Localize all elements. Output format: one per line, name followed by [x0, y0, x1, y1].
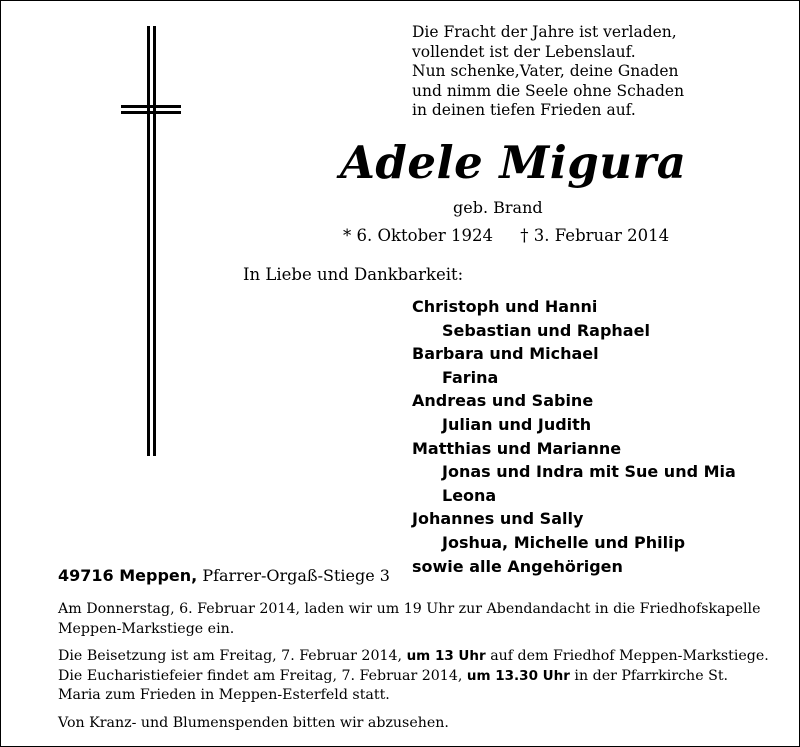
family-member: Christoph und Hanni	[412, 297, 598, 316]
address-city: 49716 Meppen,	[58, 566, 198, 585]
family-member: Johannes und Sally	[412, 509, 584, 529]
family-member: sowie alle Angehörigen	[412, 556, 623, 576]
family-member: Julian und Judith	[442, 414, 592, 434]
service-info	[58, 600, 773, 741]
cross-icon	[121, 26, 181, 456]
poem-line: Die Fracht der Jahre ist verladen,	[412, 23, 677, 41]
cross-horizontal-top	[121, 105, 181, 108]
maiden-name: geb. Brand	[453, 198, 543, 217]
family-member: Farina	[442, 367, 499, 387]
poem-line: vollendet ist der Lebenslauf.	[412, 42, 636, 61]
family-member: Leona	[442, 485, 497, 505]
funeral-time: um 13 Uhr	[406, 648, 486, 664]
address	[58, 566, 390, 585]
life-dates	[343, 226, 669, 245]
cross-vertical-right	[153, 26, 156, 456]
family-member: Joshua, Michelle und Philip	[442, 532, 686, 552]
poem	[412, 23, 684, 121]
family-member: Jonas und Indra mit Sue und Mia	[442, 462, 736, 482]
poem-line: und nimm die Seele ohne Schaden	[412, 81, 685, 100]
family-member: Barbara und Michael	[412, 344, 599, 364]
family-member: Sebastian und Raphael	[442, 320, 650, 340]
evening-service-text: Am Donnerstag, 6. Februar 2014, laden wir um 19 Uhr zur Abendandacht in die Friedhofskapelle Meppen-Markstiege ein.	[58, 601, 761, 637]
address-street: Pfarrer-Orgaß-Stiege 3	[202, 566, 390, 585]
poem-line: Nun schenke,Vater, deine Gnaden	[412, 62, 679, 80]
mass-time: um 13.30 Uhr	[466, 667, 570, 684]
deceased-name: Adele Migura	[340, 136, 687, 189]
cross-horizontal-bottom	[121, 111, 181, 114]
funeral-text: Die Beisetzung ist am Freitag, 7. Februar 2014, um 13 Uhr auf dem Friedhof Meppen-Markstiege. Die Eucharistiefeier findet am Freitag, 7. Februar 2014, um 13.30 Uhr in der Pfarrkirche St. Maria zum Frieden in Meppen-Esterfeld statt.	[58, 648, 769, 703]
flowers-request-text: Von Kranz- und Blumenspenden bitten wir abzusehen.	[58, 714, 449, 731]
birth-date: * 6. Oktober 1924	[343, 226, 494, 245]
death-date: † 3. Februar 2014	[520, 226, 670, 245]
poem-line: in deinen tiefen Frieden auf.	[412, 101, 636, 119]
cross-vertical-left	[147, 26, 150, 456]
family-member: Matthias und Marianne	[412, 438, 622, 458]
family-list	[412, 295, 736, 578]
family-member: Andreas und Sabine	[412, 391, 594, 411]
dedication: In Liebe und Dankbarkeit:	[243, 265, 464, 284]
